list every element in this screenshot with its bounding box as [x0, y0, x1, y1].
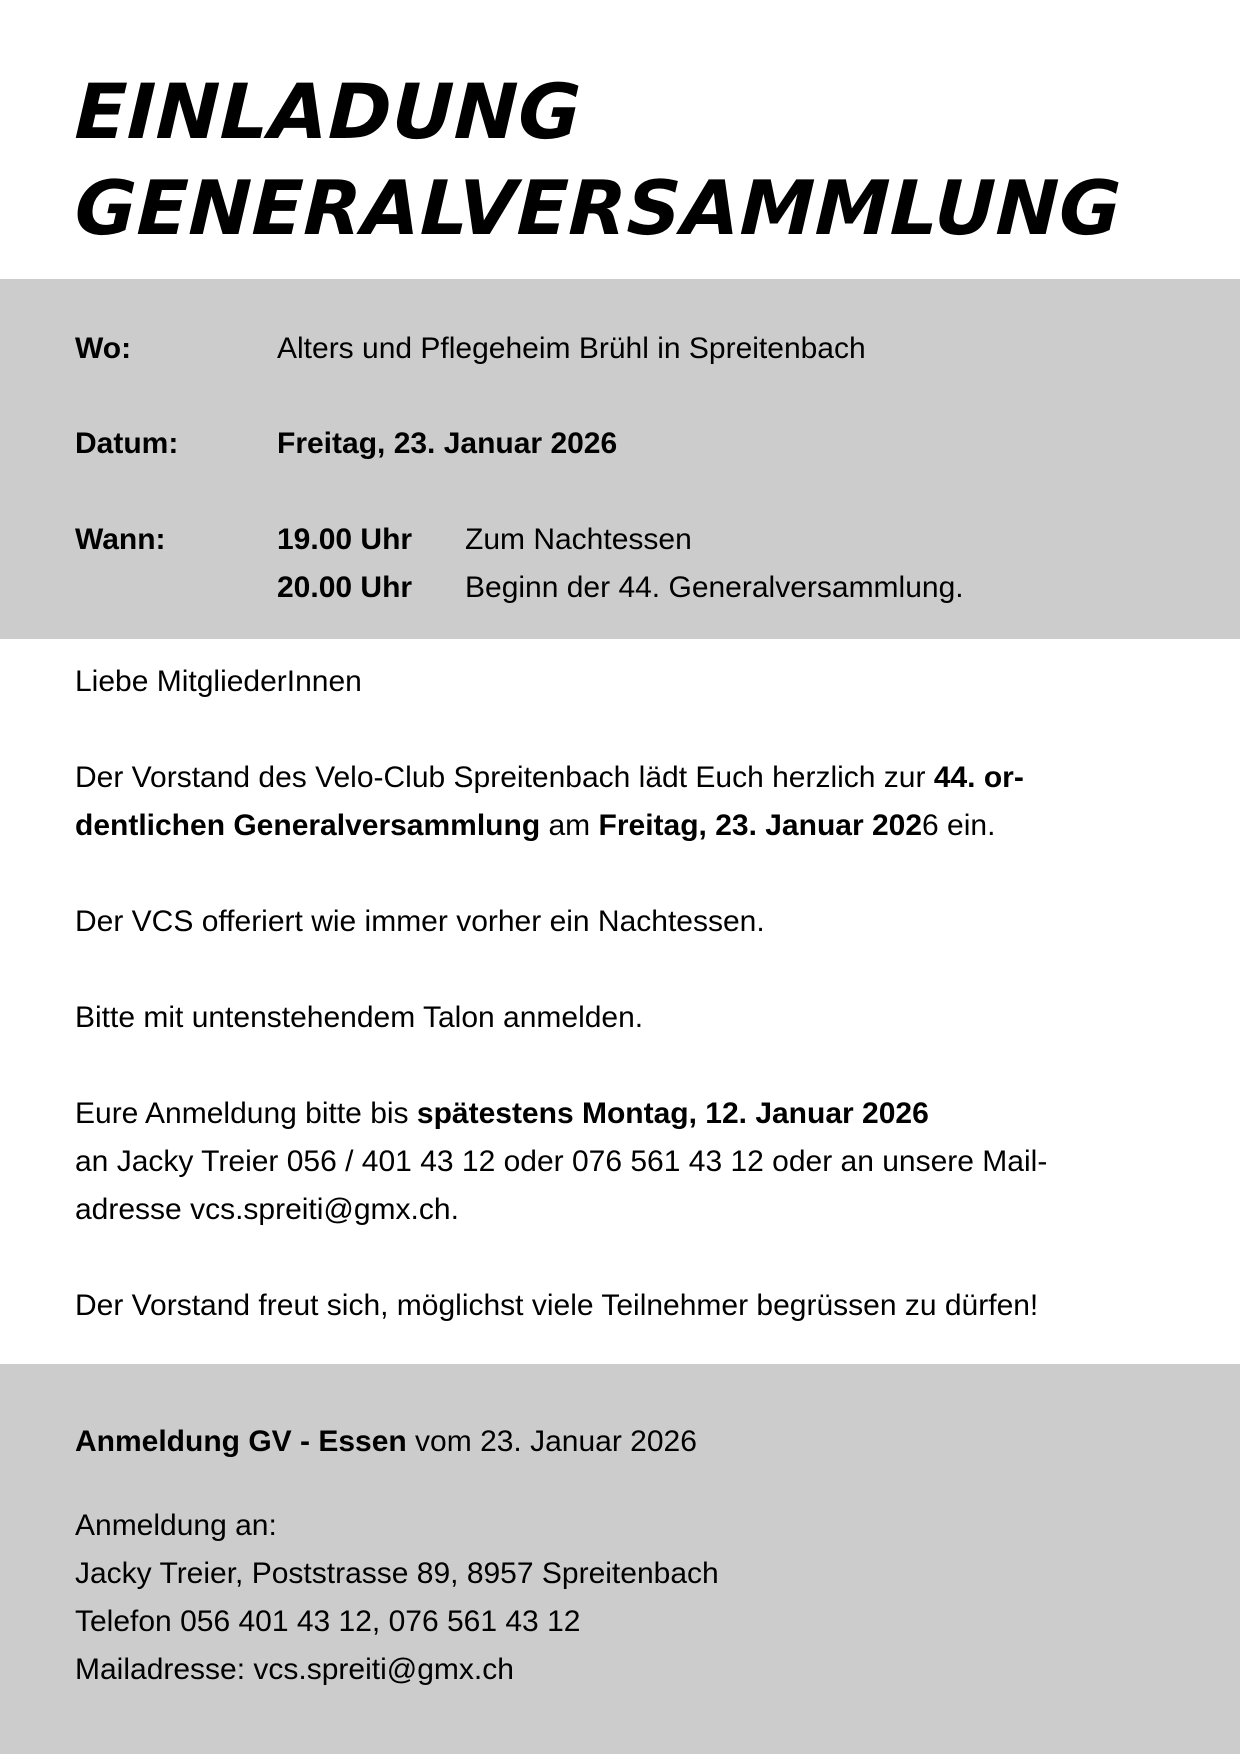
- invitation-text: am: [540, 809, 599, 842]
- invitation-paragraph: [75, 754, 1175, 850]
- talon-address: Jacky Treier, Poststrasse 89, 8957 Spreitenbach: [75, 1557, 719, 1590]
- deadline-date: spätestens Montag, 12. Januar 2026: [416, 1097, 929, 1130]
- date-value: Freitag, 23. Januar 2026: [277, 427, 618, 460]
- invitation-emphasis: 44. or-: [933, 761, 1024, 794]
- schedule-time: 19.00 Uhr: [277, 523, 413, 556]
- talon-contact: [75, 1502, 1175, 1694]
- talon-phone: Telefon 056 401 43 12, 076 561 43 12: [75, 1605, 581, 1638]
- schedule-text: Zum Nachtessen: [465, 523, 692, 556]
- talon-mail: Mailadresse: vcs.spreiti@gmx.ch: [75, 1653, 514, 1686]
- schedule-item: [277, 564, 964, 612]
- deadline-text: Eure Anmeldung bitte bis: [75, 1097, 417, 1130]
- invitation-emphasis: dentlichen Generalversammlung: [75, 809, 541, 842]
- schedule-time: 20.00 Uhr: [277, 571, 413, 604]
- registration-talon: [0, 1364, 1240, 1754]
- invitation-text: Der Vorstand des Velo-Club Spreitenbach lädt Euch herzlich zur: [75, 761, 934, 794]
- talon-heading-title: Anmeldung GV - Essen: [75, 1425, 407, 1458]
- event-info-panel: [0, 279, 1240, 639]
- page-title: [75, 64, 1195, 256]
- talon-paragraph: Bitte mit untenstehendem Talon anmelden.: [75, 1001, 644, 1034]
- schedule-text: Beginn der 44. Generalversammlung.: [465, 571, 964, 604]
- contact-line: an Jacky Treier 056 / 401 43 12 oder 076 561 43 12 oder an unsere Mail-: [75, 1145, 1048, 1178]
- contact-line: adresse vcs.spreiti@gmx.ch.: [75, 1193, 459, 1226]
- closing-paragraph: Der Vorstand freut sich, möglichst viele Teilnehmer begrüssen zu dürfen!: [75, 1289, 1039, 1322]
- location-label: Wo:: [75, 332, 132, 365]
- location-value: Alters und Pflegeheim Brühl in Spreitenbach: [277, 332, 866, 365]
- title-line-2: GENERALVERSAMMLUNG: [73, 164, 1123, 252]
- schedule-list: [277, 516, 964, 612]
- invitation-text: 6 ein.: [922, 809, 996, 842]
- schedule-item: [277, 516, 964, 564]
- deadline-paragraph: [75, 1090, 1175, 1234]
- talon-heading-date: vom 23. Januar 2026: [406, 1425, 697, 1458]
- date-label: Datum:: [75, 427, 179, 460]
- title-line-1: EINLADUNG: [73, 67, 583, 156]
- dinner-paragraph: Der VCS offeriert wie immer vorher ein Nachtessen.: [75, 905, 765, 938]
- talon-heading: [75, 1418, 1175, 1466]
- greeting: Liebe MitgliederInnen: [75, 665, 362, 698]
- invitation-date: Freitag, 23. Januar 202: [598, 809, 923, 842]
- time-label: Wann:: [75, 523, 166, 556]
- talon-to-label: Anmeldung an:: [75, 1509, 277, 1542]
